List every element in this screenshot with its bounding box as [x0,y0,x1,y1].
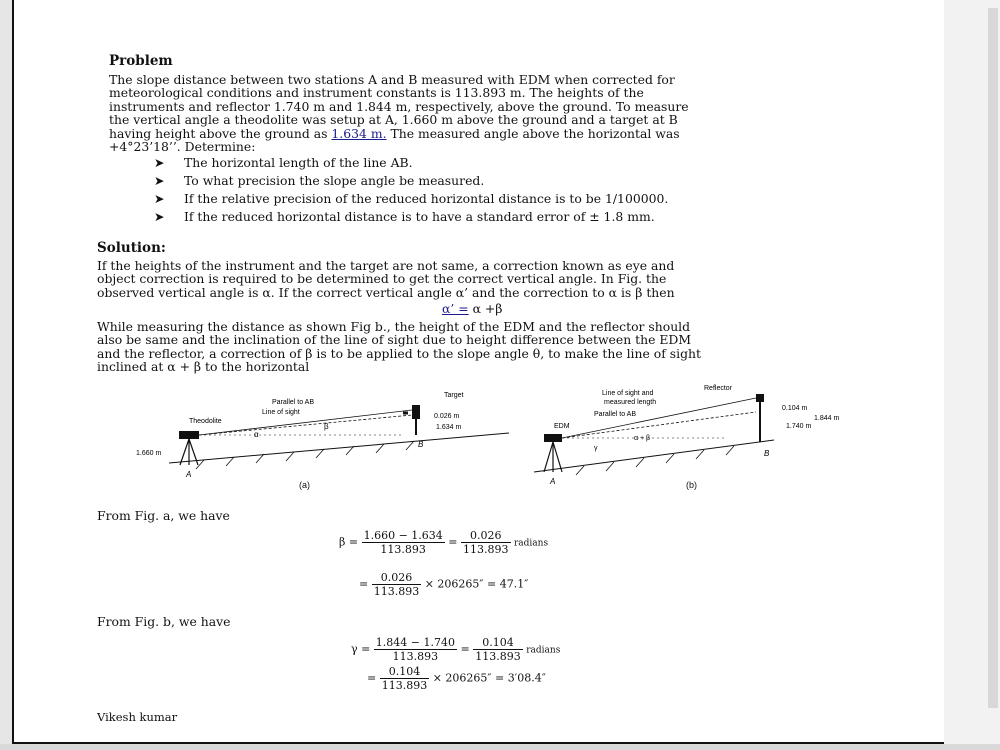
arrow-bullet-icon: ➤ [154,173,165,188]
document-page [12,0,948,744]
label-h-target: 1.634 m [436,424,462,431]
list-item: ➤ To what precision the slope angle be measured. [154,173,485,188]
solution-line: inclined at α + β to the horizontal [97,359,310,375]
vertical-scrollbar[interactable] [944,0,1000,750]
solution-line: also be same and the inclination of the line of sight due to height difference between the EDM [97,332,692,348]
label-target: Target [444,392,464,399]
label-reflector: Reflector [704,385,733,392]
label-h-reflector: 1.844 m [814,415,840,422]
formula-gamma-seconds: = $\frac{0.104}{113.893}$ × 206265″ = 3′08.4″ [367,665,546,692]
label-angle: α + β [634,435,651,442]
solution-paragraph-2 [97,320,883,374]
label-a: A [186,470,192,479]
label-h-inst: 1.660 m [136,450,162,457]
list-item: ➤ If the reduced horizontal distance is to have a standard error of ± 1.8 mm. [154,209,655,224]
formula-beta: β = $\frac{1.660 - 1.634}{113.893}$ = $\frac{0.026}{113.893}$ radians [339,529,549,556]
label-line-of-sight: Line of sight and [602,390,654,397]
label-gamma: γ [594,445,598,452]
problem-line: The slope distance between two stations A and B measured with EDM when corrected for [109,72,675,87]
label-edm: EDM [554,423,570,430]
solution-line: and the reflector, a correction of β is to be applied to the slope angle θ, to make the line of sight [97,345,701,361]
line-of-sight [199,410,412,435]
solution-line: object correction is required to be determined to get the correct vertical angle. In Fig. the [97,271,667,287]
solution-heading: Solution: [97,240,166,256]
label-diff: 0.026 m [434,413,460,420]
label-b: B [418,440,424,449]
label-beta: β [324,422,329,431]
problem-heading: Problem [109,53,173,69]
figure-b-caption: (b) [686,480,697,490]
solution-line: If the heights of the instrument and the target are not same, a correction known as eye and [97,258,675,273]
line-of-sight [562,398,756,438]
label-h-edm: 1.740 m [786,423,812,430]
label-a: A [550,477,556,486]
scrollbar-thumb[interactable] [988,8,998,708]
figure-b [524,380,874,490]
underlined-value: 1.634 m. [331,125,387,141]
determine-list [154,154,668,226]
problem-line: instruments and reflector 1.740 m and 1.844 m, respectively, above the ground. To measure [109,98,689,114]
ground-line [534,440,774,472]
ground-hatching [196,441,414,469]
figure-a-caption: (a) [299,480,310,490]
label-alpha: α [254,430,259,439]
problem-line: having height above the ground as 1.634 m. The measured angle above the horizontal was [109,125,680,141]
correction-equation: α’ = α +β [442,301,503,316]
solution-line: While measuring the distance as shown Fig b., the height of the EDM and the reflector should [97,319,691,334]
from-fig-a-text: From Fig. a, we have [97,508,230,523]
figure-a [114,385,514,495]
solution-paragraph-1 [97,259,883,299]
label-b: B [764,449,770,458]
reflector-symbol [756,394,764,442]
label-line-of-sight: Line of sight [262,409,300,416]
theodolite-symbol [179,431,199,465]
problem-line: the vertical angle a theodolite was setup at A, 1.660 m above the ground and a target at B [109,112,678,128]
arrow-bullet-icon: ➤ [154,209,165,224]
edm-symbol [544,434,562,472]
list-item: ➤ The horizontal length of the line AB. [154,155,413,170]
solution-line: observed vertical angle is α. If the correct vertical angle α’ and the correction to α is β then [97,284,675,300]
parallel-line [199,415,412,435]
from-fig-b-text: From Fig. b, we have [97,614,231,629]
label-theodolite: Theodolite [189,418,222,425]
arrow-bullet-icon: ➤ [154,155,165,170]
label-parallel: Parallel to AB [594,411,637,418]
label-measured-length: measured length [604,399,657,406]
list-item: ➤ If the relative precision of the reduced horizontal distance is to be 1/100000. [154,191,669,206]
label-diff: 0.104 m [782,405,808,412]
ground-line [169,433,509,463]
problem-line: +4°23’18’’. Determine: [109,139,256,155]
target-symbol [403,405,420,435]
label-parallel: Parallel to AB [272,399,315,406]
footer-author: Vikesh kumar [97,710,178,724]
ground-hatching [576,446,734,475]
parallel-line [562,412,756,438]
formula-gamma: γ = $\frac{1.844 - 1.740}{113.893}$ = $\frac{0.104}{113.893}$ radians [351,636,561,663]
problem-line: meteorological conditions and instrument constants is 113.893 m. The heights of the [109,85,644,101]
formula-beta-seconds: = $\frac{0.026}{113.893}$ × 206265″ = 47.1″ [359,571,529,598]
arrow-bullet-icon: ➤ [154,191,165,206]
bottom-edge [0,744,1000,750]
problem-paragraph [109,73,883,153]
